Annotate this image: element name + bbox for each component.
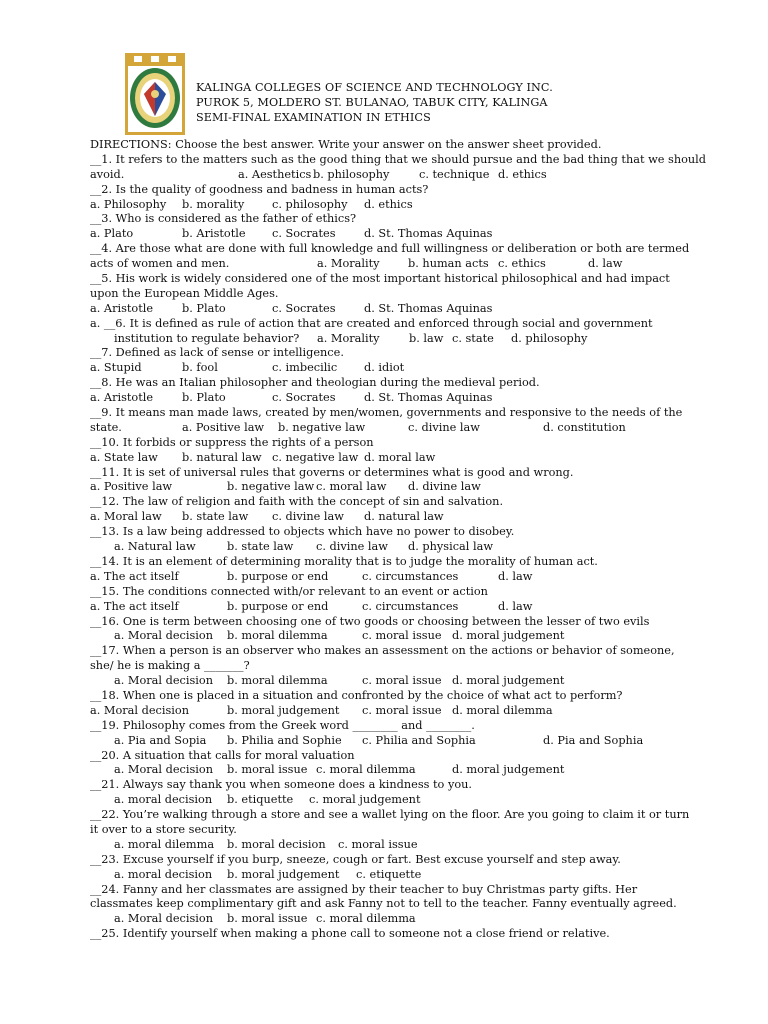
line-text: a. moral dilemma [114, 837, 215, 851]
exam-line [90, 853, 680, 868]
answer-option: c. Philia and Sophia [362, 733, 476, 747]
exam-line [90, 927, 680, 942]
exam-line [90, 659, 680, 674]
answer-option: d. law [588, 257, 623, 271]
answer-option: a. Positive law [182, 420, 265, 434]
exam-line [90, 823, 680, 838]
answer-option: c. moral law [316, 480, 387, 494]
line-text: a. State law [90, 450, 158, 464]
answer-option: c. etiquette [356, 867, 422, 881]
line-text: __9. It means man made laws, created by men/women, governments and responsive to the needs of the [90, 406, 683, 420]
exam-line [90, 644, 680, 659]
answer-option: d. law [498, 569, 533, 583]
answer-option: c. moral issue [338, 837, 418, 851]
line-text: a. Stupid [90, 361, 142, 375]
exam-line [90, 555, 680, 570]
exam-line [90, 198, 680, 213]
answer-option: d. philosophy [511, 331, 588, 345]
answer-option: b. purpose or end [227, 599, 329, 613]
line-text: __5. His work is widely considered one of the most important historical philosophical and had impact [90, 272, 670, 286]
exam-line [90, 436, 680, 451]
exam-title: SEMI-FINAL EXAMINATION IN ETHICS [196, 111, 431, 124]
line-text: __2. Is the quality of goodness and badness in human acts? [90, 182, 429, 196]
exam-line [90, 212, 680, 227]
answer-option: b. moral decision [227, 837, 326, 851]
line-text: __8. He was an Italian philosopher and theologian during the medieval period. [90, 376, 540, 390]
exam-line [90, 629, 680, 644]
answer-option: d. St. Thomas Aquinas [364, 391, 493, 405]
answer-option: d. moral dilemma [452, 703, 553, 717]
line-text: __12. The law of religion and faith with the concept of sin and salvation. [90, 495, 504, 509]
exam-line [90, 540, 680, 555]
exam-line [90, 361, 680, 376]
answer-option: b. moral issue [227, 912, 308, 926]
line-text: institution to regulate behavior? [114, 331, 300, 345]
answer-option: c. moral issue [362, 629, 442, 643]
answer-option: b. human acts [408, 257, 489, 271]
answer-option: c. philosophy [272, 197, 348, 211]
line-text: __21. Always say thank you when someone does a kindness to you. [90, 778, 472, 792]
line-text: a. Moral decision [114, 674, 213, 688]
exam-body [90, 138, 707, 942]
line-text: a. Aristotle [90, 391, 154, 405]
line-text: __20. A situation that calls for moral valuation [90, 748, 355, 762]
answer-option: b. Aristotle [182, 227, 246, 241]
line-text: __22. You’re walking through a store and see a wallet lying on the floor. Are you going to claim it or turn [90, 808, 690, 822]
exam-line [90, 302, 680, 317]
answer-option: d. divine law [408, 480, 481, 494]
exam-document [90, 52, 707, 942]
exam-line [90, 749, 680, 764]
line-text: a. Moral law [90, 510, 162, 524]
answer-option: d. St. Thomas Aquinas [364, 227, 493, 241]
line-text: __19. Philosophy comes from the Greek word ________ and ________. [90, 718, 475, 732]
answer-option: c. negative law [272, 450, 359, 464]
line-text: __7. Defined as lack of sense or intelligence. [90, 346, 344, 360]
line-text: she/ he is making a _______? [90, 659, 250, 673]
answer-option: d. ethics [498, 167, 547, 181]
exam-line [90, 883, 680, 898]
school-name: KALINGA COLLEGES OF SCIENCE AND TECHNOLOGY INC. [196, 81, 553, 94]
exam-line [90, 495, 680, 510]
answer-option: c. Socrates [272, 227, 336, 241]
answer-option: c. technique [419, 167, 490, 181]
answer-option: b. state law [227, 540, 294, 554]
exam-line [90, 734, 680, 749]
exam-line [90, 793, 680, 808]
line-text: a. Philosophy [90, 197, 167, 211]
line-text: a. The act itself [90, 569, 179, 583]
answer-option: c. moral issue [362, 703, 442, 717]
exam-line [90, 674, 680, 689]
exam-line [90, 510, 680, 525]
exam-line [90, 152, 707, 168]
school-header-text [196, 80, 553, 125]
school-address: PUROK 5, MOLDERO ST. BULANAO, TABUK CITY, KALINGA [196, 96, 548, 109]
exam-line [90, 704, 680, 719]
line-text: __23. Excuse yourself if you burp, sneeze, cough or fart. Best excuse yourself and step away. [90, 852, 621, 866]
line-text: a. moral decision [114, 867, 213, 881]
answer-option: b. negative law [227, 480, 315, 494]
answer-option: d. moral judgement [452, 763, 565, 777]
line-text: __1. It refers to the matters such as the good thing that we should pursue and the bad thing that we should [90, 152, 707, 166]
exam-line [90, 808, 690, 823]
answer-option: d. moral law [364, 450, 436, 464]
line-text: a. Moral decision [114, 629, 213, 643]
exam-line [90, 451, 680, 466]
answer-option: b. state law [182, 510, 249, 524]
answer-option: c. moral dilemma [316, 763, 416, 777]
answer-option: d. natural law [364, 510, 444, 524]
line-text: __3. Who is considered as the father of ethics? [90, 212, 357, 226]
exam-line [90, 600, 680, 615]
answer-option: b. purpose or end [227, 569, 329, 583]
answer-option: b. Plato [182, 301, 226, 315]
answer-option: c. Socrates [272, 391, 336, 405]
exam-line [90, 763, 680, 778]
answer-option: b. etiquette [227, 793, 294, 807]
answer-option: b. Plato [182, 391, 226, 405]
line-text: a. moral decision [114, 793, 213, 807]
document-header [90, 52, 680, 138]
answer-option: d. Pia and Sophia [543, 733, 644, 747]
answer-option: d. constitution [543, 420, 626, 434]
exam-line [90, 838, 680, 853]
answer-option: c. circumstances [362, 599, 459, 613]
answer-option: c. moral issue [362, 674, 442, 688]
exam-line [90, 346, 680, 361]
exam-line [90, 272, 680, 287]
exam-line [90, 183, 680, 198]
answer-option: d. ethics [364, 197, 413, 211]
answer-option: d. physical law [408, 540, 493, 554]
exam-line [90, 242, 690, 257]
exam-line [90, 376, 680, 391]
line-text: classmates keep complimentary gift and ask Fanny not to tell to the teacher. Fanny eventually agreed. [90, 897, 677, 911]
exam-line [90, 466, 680, 481]
answer-option: b. moral dilemma [227, 629, 328, 643]
answer-option: b. moral issue [227, 763, 308, 777]
exam-line [90, 406, 683, 421]
line-text: __15. The conditions connected with/or relevant to an event or action [90, 584, 488, 598]
answer-option: a. Aesthetics [238, 167, 312, 181]
answer-option: d. moral judgement [452, 674, 565, 688]
answer-option: b. law [409, 331, 444, 345]
answer-option: b. moral judgement [227, 867, 340, 881]
line-text: __16. One is term between choosing one of two goods or choosing between the lesser of two evils [90, 614, 650, 628]
answer-option: c. Socrates [272, 301, 336, 315]
answer-option: b. moral judgement [227, 703, 340, 717]
line-text: __17. When a person is an observer who makes an assessment on the actions or behavior of someone, [90, 644, 675, 658]
line-text: avoid. [90, 167, 125, 181]
answer-option: c. circumstances [362, 569, 459, 583]
answer-option: d. law [498, 599, 533, 613]
exam-line [90, 317, 680, 332]
exam-line [90, 480, 680, 495]
exam-line [90, 227, 680, 242]
line-text: __25. Identify yourself when making a phone call to someone not a close friend or relative. [90, 927, 610, 941]
exam-line [90, 719, 680, 734]
line-text: __4. Are those what are done with full knowledge and full willingness or deliberation or both are termed [90, 242, 690, 256]
line-text: a. Pia and Sopia [114, 733, 207, 747]
line-text: a. Natural law [114, 540, 196, 554]
line-text: __14. It is an element of determining morality that is to judge the morality of human act. [90, 554, 598, 568]
exam-line [90, 421, 680, 436]
line-text: a. Moral decision [90, 703, 189, 717]
line-text: it over to a store security. [90, 822, 237, 836]
exam-line [90, 912, 680, 927]
line-text: __13. Is a law being addressed to objects which have no power to disobey. [90, 525, 515, 539]
line-text: DIRECTIONS: Choose the best answer. Write your answer on the answer sheet provided. [90, 138, 602, 151]
exam-line [90, 287, 680, 302]
exam-line [90, 689, 680, 704]
exam-line [90, 868, 680, 883]
exam-line [90, 257, 680, 272]
line-text: a. The act itself [90, 599, 179, 613]
exam-line [90, 615, 680, 630]
line-text: a. Positive law [90, 480, 173, 494]
answer-option: b. morality [182, 197, 245, 211]
line-text: a. Plato [90, 227, 134, 241]
exam-line [90, 391, 680, 406]
exam-line [90, 525, 680, 540]
exam-line [90, 332, 680, 347]
line-text: state. [90, 420, 122, 434]
answer-option: a. Morality [317, 257, 380, 271]
line-text: a. Aristotle [90, 301, 154, 315]
answer-option: d. St. Thomas Aquinas [364, 301, 493, 315]
exam-line [90, 778, 680, 793]
answer-option: c. moral dilemma [316, 912, 416, 926]
answer-option: b. fool [182, 361, 218, 375]
answer-option: c. ethics [498, 257, 546, 271]
answer-option: c. moral judgement [309, 793, 421, 807]
answer-option: c. state [452, 331, 494, 345]
answer-option: b. natural law [182, 450, 262, 464]
exam-line [90, 585, 680, 600]
line-text: __24. Fanny and her classmates are assigned by their teacher to buy Christmas party gifts. Her [90, 882, 638, 896]
exam-line [90, 570, 680, 585]
line-text: a. Moral decision [114, 912, 213, 926]
exam-line [90, 897, 680, 912]
answer-option: b. Philia and Sophie [227, 733, 342, 747]
answer-option: b. negative law [278, 420, 366, 434]
answer-option: d. moral judgement [452, 629, 565, 643]
line-text: upon the European Middle Ages. [90, 286, 279, 300]
school-seal-icon [124, 52, 186, 136]
exam-line [90, 168, 680, 183]
answer-option: a. Morality [317, 331, 380, 345]
answer-option: c. divine law [316, 540, 388, 554]
answer-option: b. moral dilemma [227, 674, 328, 688]
answer-option: c. imbecilic [272, 361, 338, 375]
line-text: __11. It is set of universal rules that governs or determines what is good and wrong. [90, 465, 574, 479]
line-text: a. __6. It is defined as rule of action that are created and enforced through social and government [90, 316, 653, 330]
answer-option: c. divine law [272, 510, 344, 524]
line-text: __10. It forbids or suppress the rights of a person [90, 435, 374, 449]
answer-option: d. idiot [364, 361, 405, 375]
exam-line [90, 138, 680, 153]
answer-option: c. divine law [408, 420, 480, 434]
line-text: __18. When one is placed in a situation and confronted by the choice of what act to perform? [90, 688, 623, 702]
answer-option: b. philosophy [313, 167, 390, 181]
line-text: a. Moral decision [114, 763, 213, 777]
line-text: acts of women and men. [90, 257, 230, 271]
